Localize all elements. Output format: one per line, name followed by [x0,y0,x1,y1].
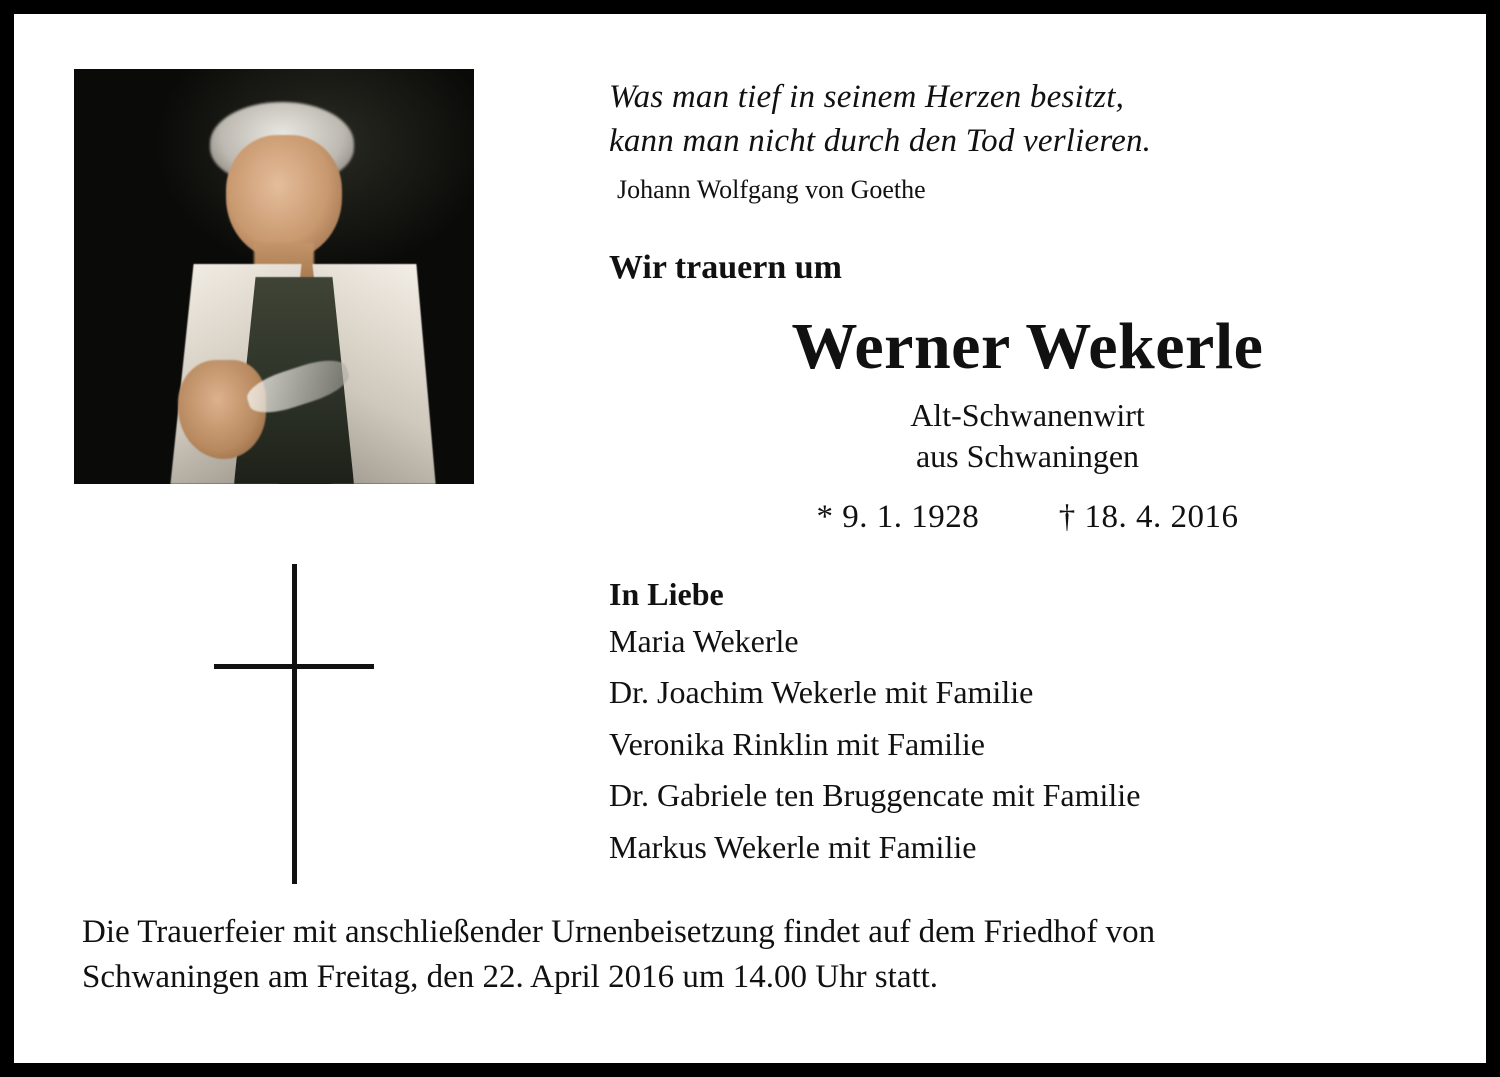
cross-horizontal-bar [214,664,374,669]
portrait-face [226,135,342,260]
quote-author: Johann Wolfgang von Goethe [617,175,926,205]
right-column [609,14,1446,870]
ceremony-line-1: Die Trauerfeier mit anschließender Urnenbeisetzung findet auf dem Friedhof von [82,913,1156,950]
left-column [14,14,494,1063]
list-item: Veronika Rinklin mit Familie [609,725,985,762]
birth-date: * 9. 1. 1928 [816,499,980,535]
list-item: Maria Wekerle [609,623,799,659]
list-item: Markus Wekerle mit Familie [609,828,977,865]
cross-vertical-bar [292,564,297,884]
subtitle-line-2: aus Schwaningen [915,438,1140,475]
list-item: Dr. Gabriele ten Bruggencate mit Familie [609,777,1141,814]
family-heading: In Liebe [609,576,724,612]
ceremony-details [82,910,1426,1001]
portrait-photo [74,69,474,484]
obituary-notice [14,14,1486,1063]
quote-block [609,76,1446,163]
ceremony-line-2: Schwaningen am Freitag, den 22. April 2016 um 14.00 Uhr statt. [82,959,939,996]
quote-line-1: Was man tief in seinem Herzen besitzt, [609,79,1125,115]
quote-line-2: kann man nicht durch den Tod verlieren. [609,122,1152,159]
deceased-name: Werner Wekerle [791,310,1264,384]
deceased-subtitle [609,395,1446,477]
family-list [609,619,1446,870]
list-item: Dr. Joachim Wekerle mit Familie [609,674,1034,711]
subtitle-line-1: Alt-Schwanenwirt [910,397,1145,434]
death-date: † 18. 4. 2016 [1058,499,1239,535]
life-dates [609,499,1446,536]
mourning-intro: Wir trauern um [609,249,842,287]
cross-icon [214,564,374,884]
